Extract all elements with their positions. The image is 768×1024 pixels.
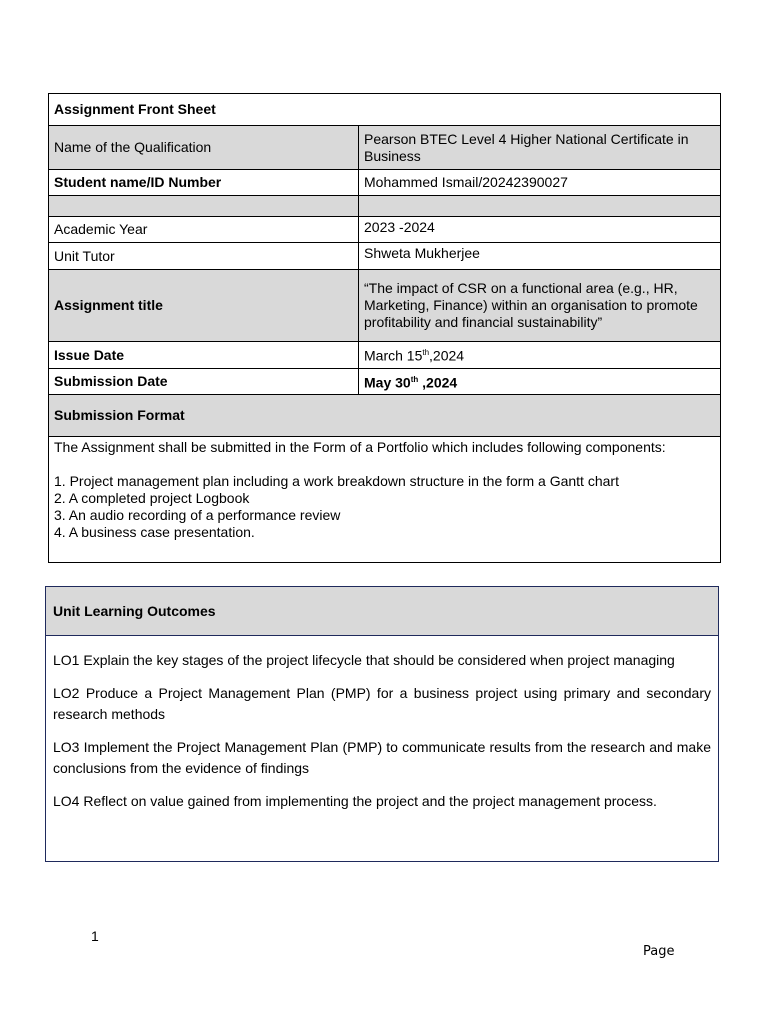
front-sheet-title: Assignment Front Sheet [49, 94, 721, 126]
table-title-row [49, 94, 721, 126]
table-row [49, 217, 721, 243]
learning-outcomes-box [45, 586, 719, 862]
empty-row [49, 196, 721, 217]
submission-format-heading: Submission Format [49, 395, 721, 437]
list-item: 1. Project management plan including a work breakdown structure in the form a Gantt chart [54, 473, 619, 489]
academic-year-label: Academic Year [49, 217, 359, 243]
learning-outcomes-heading: Unit Learning Outcomes [46, 587, 718, 636]
page-number: 1 [91, 928, 99, 944]
assignment-title-label: Assignment title [49, 270, 359, 342]
submission-format-heading-row [49, 395, 721, 437]
unit-tutor-label: Unit Tutor [49, 243, 359, 270]
learning-outcomes-list [46, 636, 718, 812]
table-row [49, 243, 721, 270]
student-name-value: Mohammed Ismail/20242390027 [359, 170, 721, 196]
academic-year-value: 2023 -2024 [359, 217, 721, 243]
submission-format-body [49, 437, 721, 563]
submission-date-label: Submission Date [49, 369, 359, 395]
list-item: 3. An audio recording of a performance review [54, 507, 341, 523]
page-label: Page [643, 944, 675, 959]
submission-format-body-row [49, 437, 721, 563]
learning-outcome-item: LO4 Reflect on value gained from implementing the project and the project management process. [53, 793, 657, 809]
issue-date-label: Issue Date [49, 342, 359, 369]
list-item: 2. A completed project Logbook [54, 490, 250, 506]
table-row [49, 342, 721, 369]
submission-date-value: May 30th ,2024 [359, 369, 721, 395]
assignment-title-value: “The impact of CSR on a functional area (e.g., HR, Marketing, Finance) within an organisation to promote profitability and financial sustainability” [359, 270, 721, 342]
submission-components-list [54, 473, 715, 541]
table-row [49, 126, 721, 170]
qualification-label: Name of the Qualification [49, 126, 359, 170]
empty-value [359, 196, 721, 217]
submission-format-intro: The Assignment shall be submitted in the Form of a Portfolio which includes following components: [54, 439, 666, 455]
learning-outcome-item: LO3 Implement the Project Management Plan (PMP) to communicate results from the research and make conclusions from the evidence of findings [53, 739, 711, 776]
qualification-value: Pearson BTEC Level 4 Higher National Certificate in Business [359, 126, 721, 170]
learning-outcome-item: LO2 Produce a Project Management Plan (PMP) for a business project using primary and secondary research methods [53, 685, 711, 722]
learning-outcome-item: LO1 Explain the key stages of the project lifecycle that should be considered when project managing [53, 652, 675, 668]
issue-date-value: March 15th,2024 [359, 342, 721, 369]
table-row [49, 369, 721, 395]
unit-tutor-value: Shweta Mukherjee [359, 243, 721, 270]
assignment-front-sheet-table [48, 93, 721, 563]
list-item: 4. A business case presentation. [54, 524, 255, 540]
table-row [49, 170, 721, 196]
student-name-label: Student name/ID Number [49, 170, 359, 196]
table-row [49, 270, 721, 342]
empty-label [49, 196, 359, 217]
